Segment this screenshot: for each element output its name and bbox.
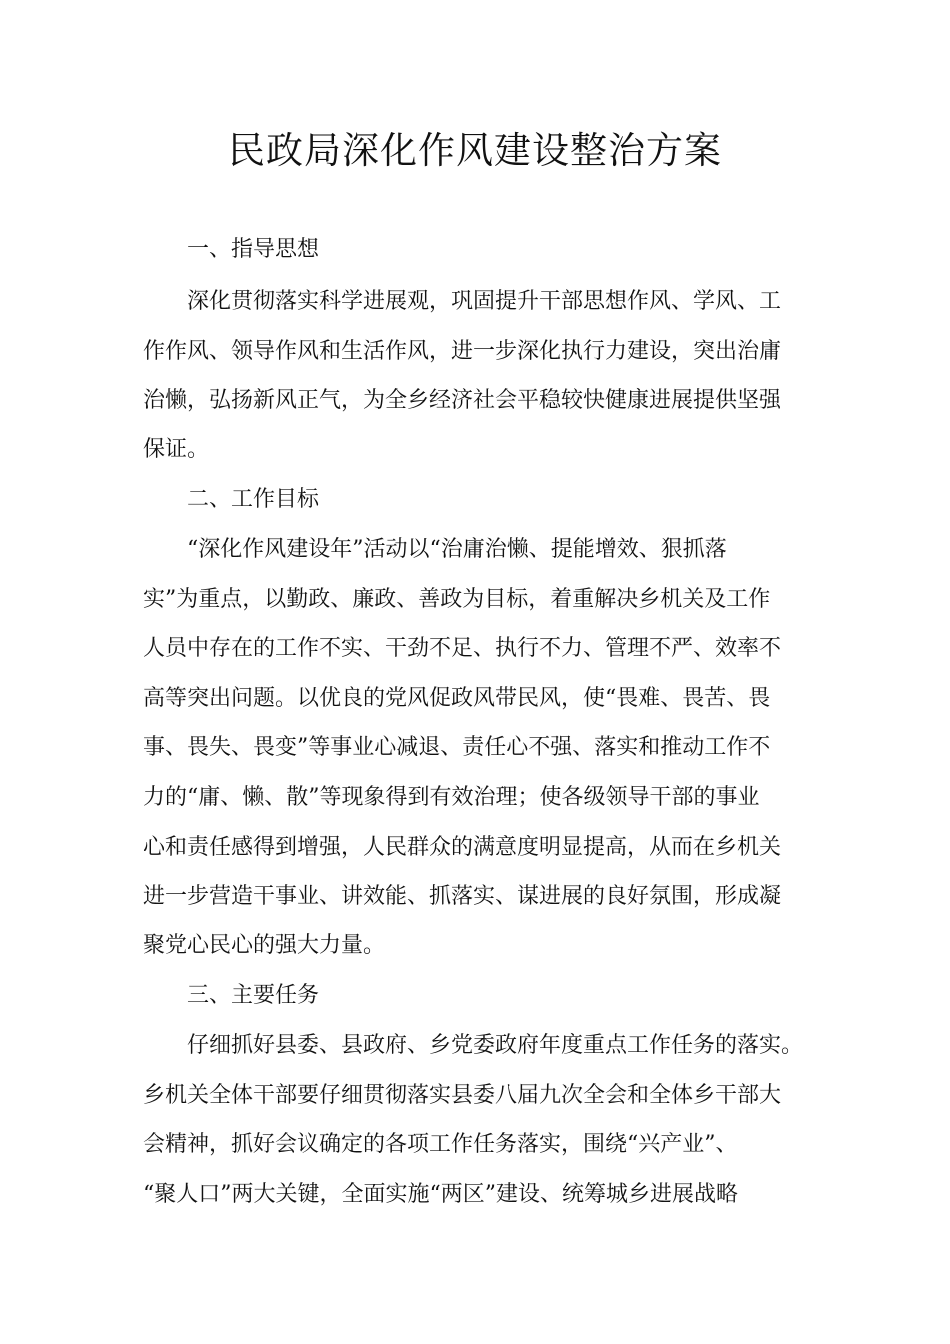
paragraph-line: 力的“庸、懒、散”等现象得到有效治理；使各级领导干部的事业 (143, 785, 760, 810)
section-heading-guiding-ideology: 一、指导思想 (187, 237, 320, 262)
paragraph-line: 乡机关全体干部要仔细贯彻落实县委八届九次全会和全体乡干部大 (143, 1083, 782, 1108)
paragraph-line: 仔细抓好县委、县政府、乡党委政府年度重点工作任务的落实。 (187, 1033, 804, 1058)
section-heading-work-goals: 二、工作目标 (187, 487, 320, 512)
document-title: 民政局深化作风建设整治方案 (228, 129, 722, 172)
paragraph-line: 保证。 (143, 437, 210, 462)
paragraph-line: 治懒，弘扬新风正气，为全乡经济社会平稳较快健康进展提供坚强 (143, 388, 782, 413)
paragraph-line: 人员中存在的工作不实、干劲不足、执行不力、管理不严、效率不 (143, 636, 782, 661)
paragraph-line: 深化贯彻落实科学进展观，巩固提升干部思想作风、学风、工 (187, 289, 782, 314)
paragraph-line: 高等突出问题。以优良的党风促政风带民风，使“畏难、畏苦、畏 (143, 686, 771, 711)
section-heading-main-tasks: 三、主要任务 (187, 983, 320, 1008)
paragraph-line: 聚党心民心的强大力量。 (143, 933, 386, 958)
paragraph-line: “聚人口”两大关键，全面实施“两区”建设、统筹城乡进展战略 (143, 1182, 738, 1207)
paragraph-line: “深化作风建设年”活动以“治庸治懒、提能增效、狠抓落 (187, 537, 727, 562)
paragraph-line: 进一步营造干事业、讲效能、抓落实、谋进展的良好氛围，形成凝 (143, 884, 782, 909)
paragraph-line: 实”为重点，以勤政、廉政、善政为目标，着重解决乡机关及工作 (143, 587, 771, 612)
paragraph-line: 事、畏失、畏变”等事业心减退、责任心不强、落实和推动工作不 (143, 735, 771, 760)
paragraph-line: 作作风、领导作风和生活作风，进一步深化执行力建设，突出治庸 (143, 339, 782, 364)
paragraph-line: 会精神，抓好会议确定的各项工作任务落实，围绕“兴产业”、 (143, 1132, 738, 1157)
paragraph-line: 心和责任感得到增强，人民群众的满意度明显提高，从而在乡机关 (143, 835, 782, 860)
